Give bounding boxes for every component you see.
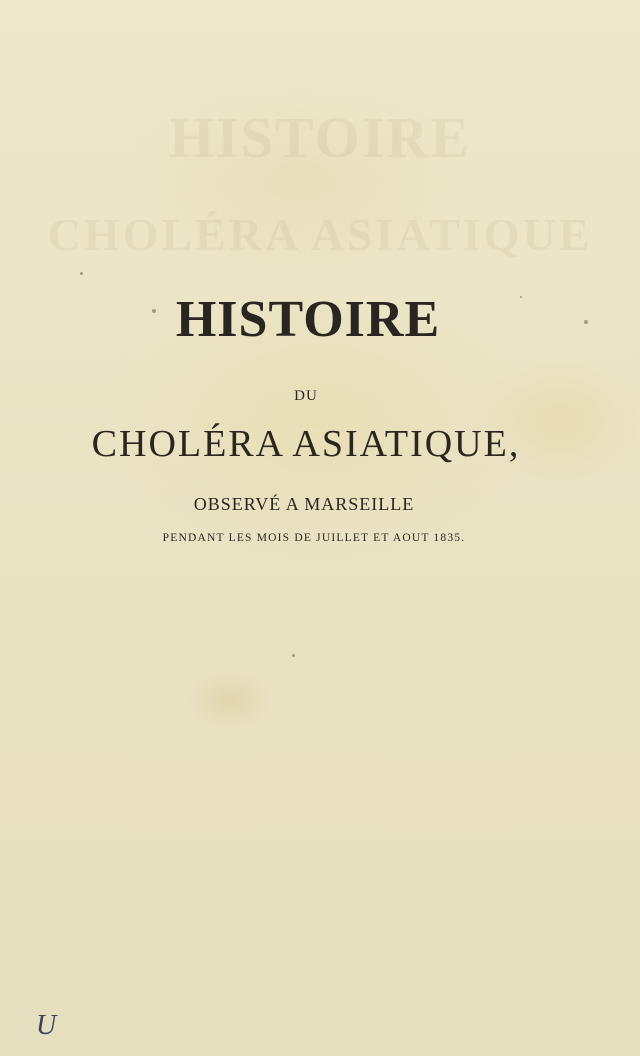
book-subject: CHOLÉRA ASIATIQUE,: [91, 423, 521, 465]
paper-speck: [584, 320, 588, 324]
bleed-through-subject: CHOLÉRA ASIATIQUE: [47, 209, 593, 260]
title-connector: DU: [294, 388, 318, 404]
pencil-mark: U: [36, 1010, 57, 1041]
paper-speck: [80, 272, 83, 275]
observation-place: OBSERVÉ A MARSEILLE: [193, 494, 415, 514]
paper-speck: [292, 654, 295, 657]
book-title: HISTOIRE: [175, 291, 441, 348]
bleed-through-title: HISTOIRE: [169, 105, 471, 170]
paper-speck: [520, 296, 522, 298]
paper-speck: [152, 309, 156, 313]
observation-period: PENDANT LES MOIS DE JUILLET ET AOUT 1835.: [162, 532, 466, 544]
